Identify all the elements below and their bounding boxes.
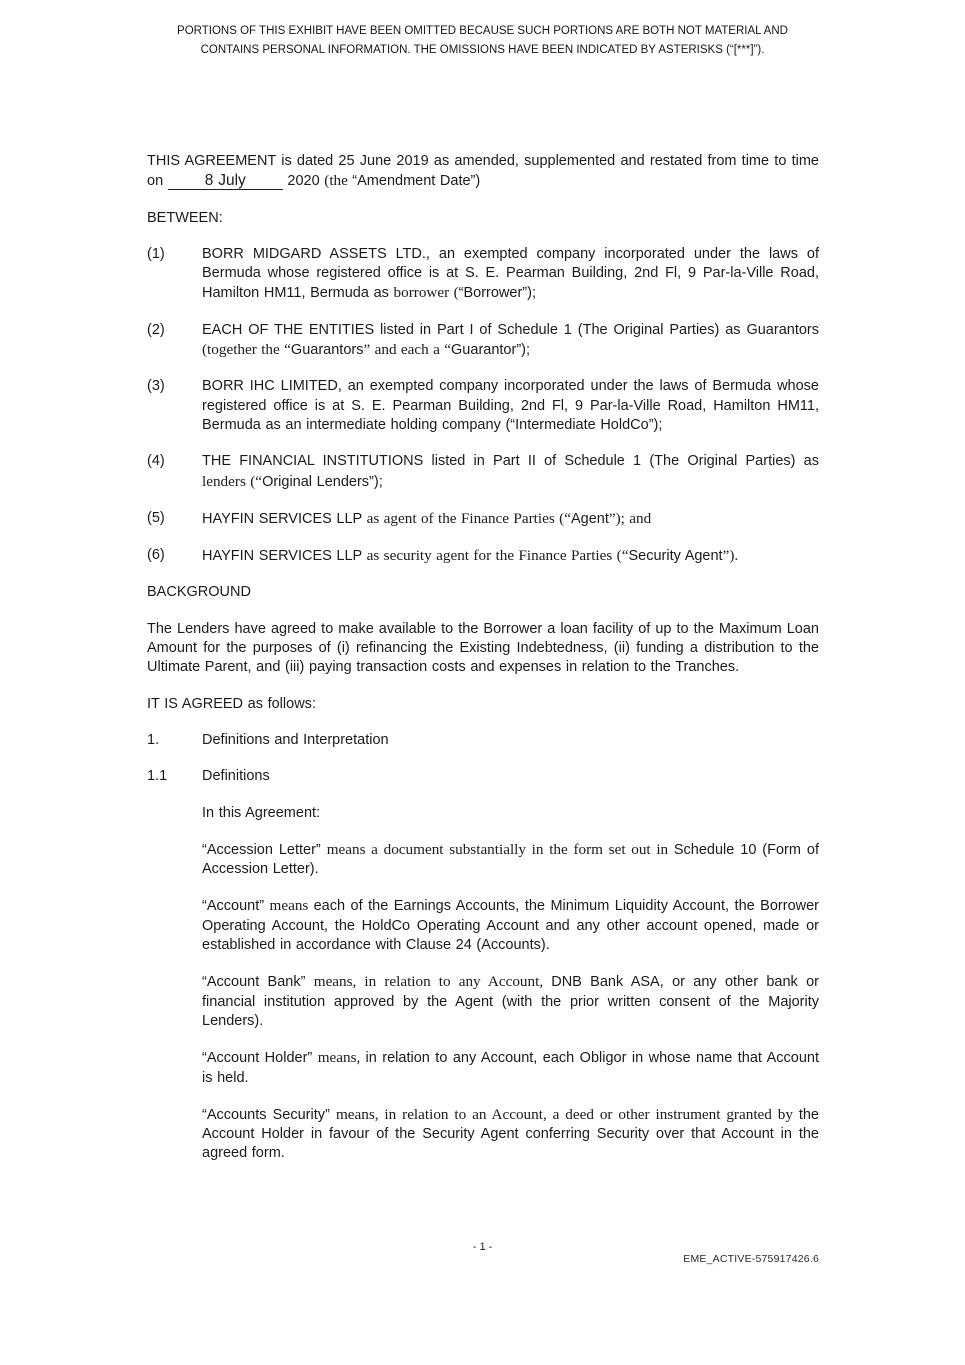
exhibit-omission-notice: [0, 22, 965, 60]
item-number: (5): [147, 509, 165, 526]
party-3: [147, 377, 819, 435]
page-number: - 1 -: [472, 1241, 493, 1253]
agreed-line: [147, 695, 819, 714]
text-run: HAYFIN SERVICES LLP: [202, 510, 363, 527]
text-run: ”); and: [608, 509, 652, 527]
text-run: THIS AGREEMENT is dated 25 June 2019 as amended, supplemented and restated from time to time on: [147, 153, 819, 190]
item-text: [202, 245, 819, 304]
document-body: [147, 152, 819, 1181]
background-heading: BACKGROUND: [147, 584, 251, 601]
section-1-heading: [147, 731, 819, 750]
text-run: (the: [324, 172, 353, 190]
text-run: BORR IHC LIMITED, an exempted company incorporated under the laws of Bermuda whose registered office is at S. E. Pearman Building, 2nd Fl, 9 Par-la-Ville Road, Hamilton HM11, Bermuda as an intermediate holding company (: [202, 378, 819, 433]
text-run: Agent: [570, 510, 609, 527]
text-run: HAYFIN SERVICES LLP: [202, 548, 363, 565]
item-number: 1.1: [147, 768, 168, 785]
definition-account-holder: [202, 1048, 819, 1088]
text-run: the Account Holder in favour of the Security Agent conferring Security over that Account in the agreed form.: [202, 1106, 820, 1162]
party-2: [147, 321, 819, 361]
text-run: means,: [317, 1049, 366, 1067]
in-this-agreement-line: [202, 804, 819, 823]
text-run: “Accounts Security”: [202, 1106, 336, 1123]
item-text: [202, 377, 819, 435]
item-number: (4): [147, 453, 165, 470]
text-run: (together the “: [202, 341, 291, 359]
section-title: Definitions: [202, 768, 270, 785]
text-run: ” and each a “: [363, 341, 452, 359]
text-run: ”);: [516, 342, 531, 359]
text-run: “Amendment Date”): [352, 173, 481, 190]
text-run: Guarantor: [451, 342, 517, 359]
item-number: (2): [147, 321, 165, 338]
text-run: means a document substantially in the form set out in: [326, 840, 674, 858]
between-heading: BETWEEN:: [147, 209, 223, 226]
text-run: DNB Bank ASA, or any other bank or financial institution approved by the Agent (with the prior written consent of the Majority Lenders).: [202, 974, 820, 1029]
item-number: (1): [147, 245, 165, 262]
item-number: (6): [147, 547, 165, 564]
item-text: [202, 509, 819, 529]
text-run: in relation to any Account, each Obligor in whose name that Account is held.: [202, 1050, 819, 1086]
background-paragraph: [147, 620, 819, 678]
text-run: as security agent for the Finance Parties (“: [362, 547, 629, 565]
definition-account: [202, 896, 819, 955]
text-run: ”).: [722, 547, 739, 565]
exhibit-notice-line-1: PORTIONS OF THIS EXHIBIT HAVE BEEN OMITTED BECAUSE SUCH PORTIONS ARE BOTH NOT MATERIAL AND: [177, 25, 788, 37]
document-reference: EME_ACTIVE-575917426.6: [683, 1253, 819, 1265]
party-4: [147, 452, 819, 492]
text-run: means, in relation to an Account, a deed or other instrument granted by: [335, 1105, 799, 1123]
text-run: lenders (“: [202, 472, 263, 490]
text-run: THE FINANCIAL INSTITUTIONS listed in Part II of Schedule 1 (The Original Parties) as: [202, 453, 819, 470]
item-text: [202, 546, 819, 566]
text-run: Original Lenders”);: [262, 473, 383, 490]
text-run: “Account Holder”: [202, 1050, 318, 1067]
item-number: 1.: [147, 731, 160, 748]
definition-accession-letter: [202, 840, 819, 880]
section-title: Definitions and Interpretation: [202, 731, 389, 748]
text-run: “Intermediate HoldCo”);: [510, 416, 663, 433]
text-run: Security Agent: [628, 548, 723, 565]
intro-paragraph: [147, 152, 819, 192]
definition-accounts-security: [202, 1105, 819, 1164]
text-run: “Account”: [202, 898, 270, 915]
text-run: EACH OF THE ENTITIES listed in Part I of Schedule 1 (The Original Parties) as Guarantors: [202, 321, 819, 338]
text-run: as agent of the Finance Parties (“: [362, 509, 571, 527]
text-run: “Borrower”);: [458, 285, 536, 302]
text-run: IT IS AGREED as follows:: [147, 695, 316, 712]
text-run: means, in relation to any Account,: [313, 973, 552, 991]
party-1: [147, 245, 819, 304]
text-run: 2020: [282, 173, 325, 190]
text-run: “Account Bank”: [202, 974, 314, 991]
text-run: “Accession Letter”: [202, 841, 327, 858]
text-run: The Lenders have agreed to make available to the Borrower a loan facility of up to the Maximum Loan Amount for the purposes of (i) refinancing the Existing Indebtedness, (ii) funding a distribution to the Ultimate Parent, and (iii) paying transaction costs and expenses in relation to the Tranches.: [147, 620, 819, 676]
item-number: (3): [147, 378, 165, 395]
date-fill-in: 8 July: [168, 173, 283, 190]
party-5: [147, 509, 819, 529]
text-run: means: [269, 897, 314, 915]
text-run: BORR MIDGARD ASSETS LTD., an exempted company incorporated under the laws of Bermuda whose registered office is at S. E. Pearman Building, 2nd Fl, 9 Par-la-Ville Road, Hamilton HM11, Bermuda as: [202, 245, 819, 302]
exhibit-notice-line-2: CONTAINS PERSONAL INFORMATION. THE OMISSIONS HAVE BEEN INDICATED BY ASTERISKS (“[***]”).: [200, 44, 765, 56]
text-run: Schedule 10 (Form of Accession Letter).: [202, 841, 819, 878]
text-run: Guarantors: [290, 342, 364, 359]
text-run: each of the Earnings Accounts, the Minimum Liquidity Account, the Borrower Operating Account, the HoldCo Operating Account and any other account opened, made or established in accordance with Clause 24 (Accounts).: [202, 898, 820, 954]
item-text: [202, 452, 819, 492]
item-text: [202, 321, 819, 361]
section-1-1-heading: [147, 767, 819, 786]
text-run: In this Agreement:: [202, 804, 321, 821]
text-run: borrower (: [393, 284, 459, 302]
definition-account-bank: [202, 972, 819, 1031]
party-6: [147, 546, 819, 566]
